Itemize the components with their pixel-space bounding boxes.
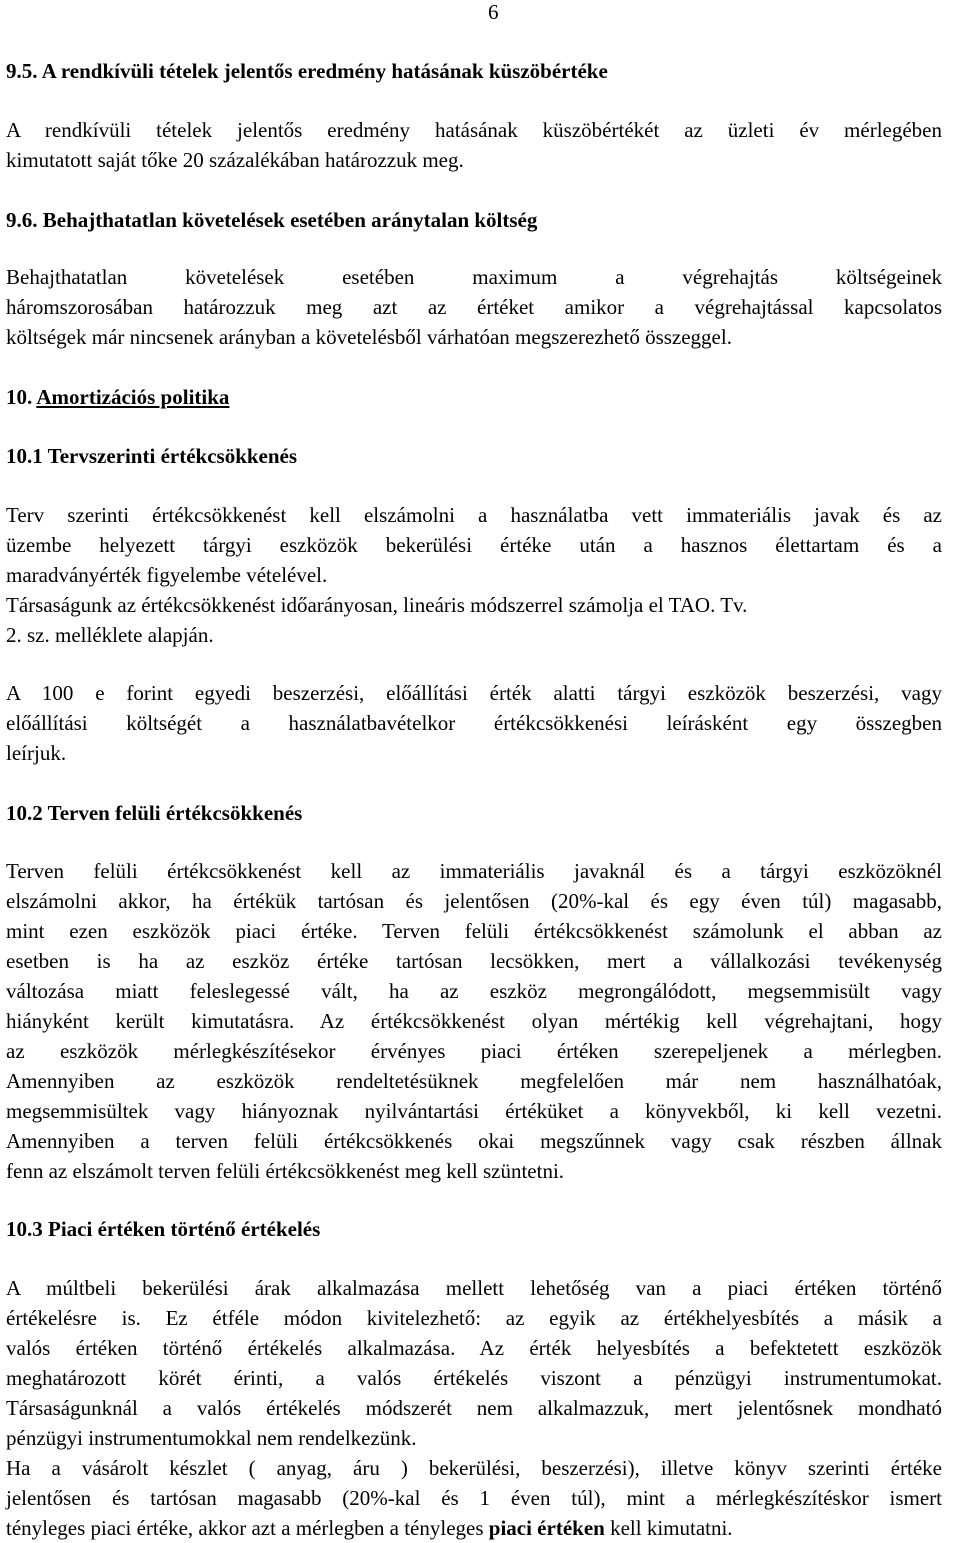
text-line: az eszközök mérlegkészítésekor érvényes piaci értéken szerepeljenek a mérlegben.	[6, 1039, 942, 1063]
section-body-10-2	[6, 856, 942, 1186]
text-line: A 100 e forint egyedi beszerzési, előállítási érték alatti tárgyi eszközök beszerzési, vagy	[6, 681, 942, 705]
text-segment: kell kimutatni.	[604, 1516, 733, 1540]
text-line: Amennyiben a terven felüli értékcsökkenés okai megszűnnek vagy csak részben állnak	[6, 1129, 942, 1153]
section-body-10-3	[6, 1273, 942, 1543]
section-number: 10.	[6, 385, 33, 409]
section-heading-10-1: 10.1 Tervszerinti értékcsökkenés	[6, 444, 298, 468]
text-line: A rendkívüli tételek jelentős eredmény hatásának küszöbértékét az üzleti év mérlegében	[6, 118, 942, 142]
text-segment: tényleges piaci értéke, akkor azt a mérlegben a tényleges	[6, 1516, 489, 1540]
section-body-10-1-para2	[6, 678, 942, 768]
bold-term: piaci értéken	[488, 1516, 605, 1540]
text-line: leírjuk.	[6, 741, 67, 765]
text-line: Amennyiben az eszközök rendeltetésüknek megfelelően már nem használhatóak,	[6, 1069, 942, 1093]
text-line: Terven felüli értékcsökkenést kell az immateriális javaknál és a tárgyi eszközöknél	[6, 859, 942, 883]
text-line: Behajthatatlan követelések esetében maximum a végrehajtás költségeinek	[6, 265, 942, 289]
text-line: hiányként került kimutatásra. Az értékcsökkenést olyan mértékig kell végrehajtani, hogy	[6, 1009, 942, 1033]
text-line: maradványérték figyelembe vételével.	[6, 563, 328, 587]
page-number: 6	[488, 0, 499, 24]
text-line: Társaságunknál a valós értékelés módszerét nem alkalmazzuk, mert jelentősnek mondható	[6, 1396, 942, 1420]
text-line: A múltbeli bekerülési árak alkalmazása mellett lehetőség van a piaci értéken történő	[6, 1276, 942, 1300]
text-line: fenn az elszámolt terven felüli értékcsökkenést meg kell szüntetni.	[6, 1159, 565, 1183]
text-line: költségek már nincsenek arányban a követelésből várhatóan megszerezhető összeggel.	[6, 325, 732, 349]
text-line: 2. sz. melléklete alapján.	[6, 623, 214, 647]
text-line: Ha a vásárolt készlet ( anyag, áru ) bekerülési, beszerzési), illetve könyv szerinti értéke	[6, 1456, 942, 1480]
text-line: pénzügyi instrumentumokkal nem rendelkezünk.	[6, 1426, 417, 1450]
text-line: Terv szerinti értékcsökkenést kell elszámolni a használatba vett immateriális javak és az	[6, 503, 942, 527]
text-line: esetben is ha az eszköz értéke tartósan lecsökken, mert a vállalkozási tevékenység	[6, 949, 942, 973]
text-line: meghatározott körét érinti, a valós értékelés viszont a pénzügyi instrumentumokat.	[6, 1366, 942, 1390]
text-line: valós értéken történő értékelés alkalmazása. Az érték helyesbítés a befektetett eszközök	[6, 1336, 942, 1360]
section-body-9-5	[6, 115, 942, 175]
text-line: háromszorosában határozzuk meg azt az értéket amikor a végrehajtással kapcsolatos	[6, 295, 942, 319]
section-body-10-1-para1	[6, 500, 942, 650]
text-line: mint ezen eszközök piaci értéke. Terven felüli értékcsökkenést számolunk el abban az	[6, 919, 942, 943]
text-line: értékelésre is. Ez étféle módon kivitelezhető: az egyik az értékhelyesbítés a másik a	[6, 1306, 942, 1330]
text-line: elszámolni akkor, ha értékük tartósan és jelentősen (20%-kal és egy éven túl) magasabb,	[6, 889, 942, 913]
text-line-last	[6, 1513, 942, 1543]
section-heading-10	[6, 382, 942, 412]
section-body-9-6	[6, 262, 942, 352]
text-line: kimutatott saját tőke 20 százalékában határozzuk meg.	[6, 148, 464, 172]
text-line: Társaságunk az értékcsökkenést időarányosan, lineáris módszerrel számolja el TAO. Tv.	[6, 593, 748, 617]
section-heading-10-2: 10.2 Terven felüli értékcsökkenés	[6, 801, 303, 825]
section-heading-10-3: 10.3 Piaci értéken történő értékelés	[6, 1217, 321, 1241]
text-line: megsemmisültek vagy hiányoznak nyilvántartási értéküket a könyvekből, ki kell vezetni.	[6, 1099, 942, 1123]
text-line: változása miatt feleslegessé vált, ha az eszköz megrongálódott, megsemmisült vagy	[6, 979, 942, 1003]
section-heading-9-6: 9.6. Behajthatatlan követelések esetében aránytalan költség	[6, 208, 538, 232]
section-title: Amortizációs politika	[36, 385, 230, 409]
text-line: előállítási költségét a használatbavételkor értékcsökkenési leírásként egy összegben	[6, 711, 942, 735]
text-line: jelentősen és tartósan magasabb (20%-kal és 1 éven túl), mint a mérlegkészítéskor ismert	[6, 1486, 942, 1510]
text-line: üzembe helyezett tárgyi eszközök bekerülési értéke után a hasznos élettartam és a	[6, 533, 942, 557]
section-heading-9-5: 9.5. A rendkívüli tételek jelentős eredmény hatásának küszöbértéke	[6, 59, 608, 83]
